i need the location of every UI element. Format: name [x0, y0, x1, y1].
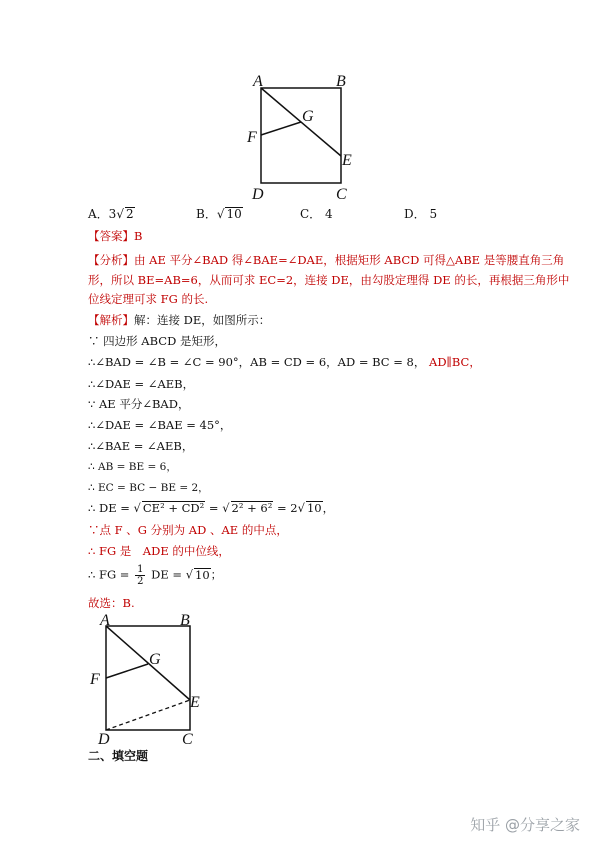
analysis-line-1: 【分析】由 AE 平分∠BAD 得∠BAE=∠DAE，根据矩形 ABCD 可得△ABE 是等腰直角三角: [88, 253, 565, 267]
label-g: G: [302, 108, 314, 125]
label-f: F: [247, 129, 257, 146]
choice-b: B．√ 10: [196, 207, 242, 221]
analysis-line-3: 位线定理可求 FG 的长.: [88, 292, 209, 306]
label-a: A: [253, 73, 263, 90]
label-f-2: F: [90, 671, 100, 688]
fraction-half: $\frac{1}{2}$: [137, 564, 144, 587]
rectangle-abcd: [261, 88, 341, 183]
solution-step-6: ∴∠BAE = ∠AEB，: [88, 439, 194, 453]
segment-ae-2: [106, 626, 190, 700]
choice-c: C． 4: [300, 207, 333, 221]
label-a-2: A: [100, 612, 110, 629]
figure-rectangle-1: [240, 70, 370, 205]
label-e-2: E: [190, 694, 200, 711]
label-c: C: [336, 186, 347, 203]
choice-d: D． 5: [404, 207, 438, 221]
solution-step-3: ∴∠DAE = ∠AEB，: [88, 377, 195, 391]
section-title: 二、填空题: [88, 749, 149, 763]
solution-intro: 【解析】解：连接 DE，如图所示：: [88, 313, 271, 327]
conclusion: 故选：B.: [88, 596, 135, 610]
solution-step-7: ∴ AB = BE = 6，: [88, 461, 177, 473]
choice-a: A．3√ 2: [88, 207, 134, 221]
label-c-2: C: [182, 731, 193, 747]
analysis-line-2: 形，所以 BE=AB=6，从而可求 EC=2，连接 DE，由勾股定理得 DE 的长，再根据三角形中: [88, 273, 570, 287]
label-e: E: [342, 152, 352, 169]
solution-step-12: ∴ FG = $\frac{1}{2}$ DE = √ 10；: [88, 564, 223, 587]
solution-step-9: ∴ DE = √ CE² + CD² = √ 2² + 6² = 2√ 10，: [88, 501, 335, 515]
label-b-2: B: [180, 612, 190, 629]
solution-step-10: ∵点 F 、G 分别为 AD 、AE 的中点，: [88, 523, 288, 537]
solution-step-5: ∴∠DAE = ∠BAE = 45°，: [88, 418, 232, 432]
solution-step-2: ∴∠BAD = ∠B = ∠C = 90°，AB = CD = 6，AD = BC = 8， AD∥BC，: [88, 355, 481, 369]
label-b: B: [336, 73, 346, 90]
solution-step-1: ∵ 四边形 ABCD 是矩形，: [88, 334, 226, 348]
label-g-2: G: [149, 651, 161, 668]
answer-line: 【答案】B: [88, 229, 143, 243]
solution-step-8: ∴ EC = BC − BE = 2，: [88, 482, 209, 494]
figure-rectangle-2: [86, 612, 216, 747]
segment-fg-2: [106, 664, 148, 678]
label-d: D: [252, 186, 264, 203]
solution-step-11: ∴ FG 是 ADE 的中位线，: [88, 544, 230, 558]
watermark: 知乎 @分享之家: [470, 816, 580, 834]
segment-fg: [261, 122, 301, 135]
solution-step-4: ∵ AE 平分∠BAD，: [88, 397, 190, 411]
label-d-2: D: [98, 731, 110, 747]
segment-de-dashed: [106, 700, 190, 730]
